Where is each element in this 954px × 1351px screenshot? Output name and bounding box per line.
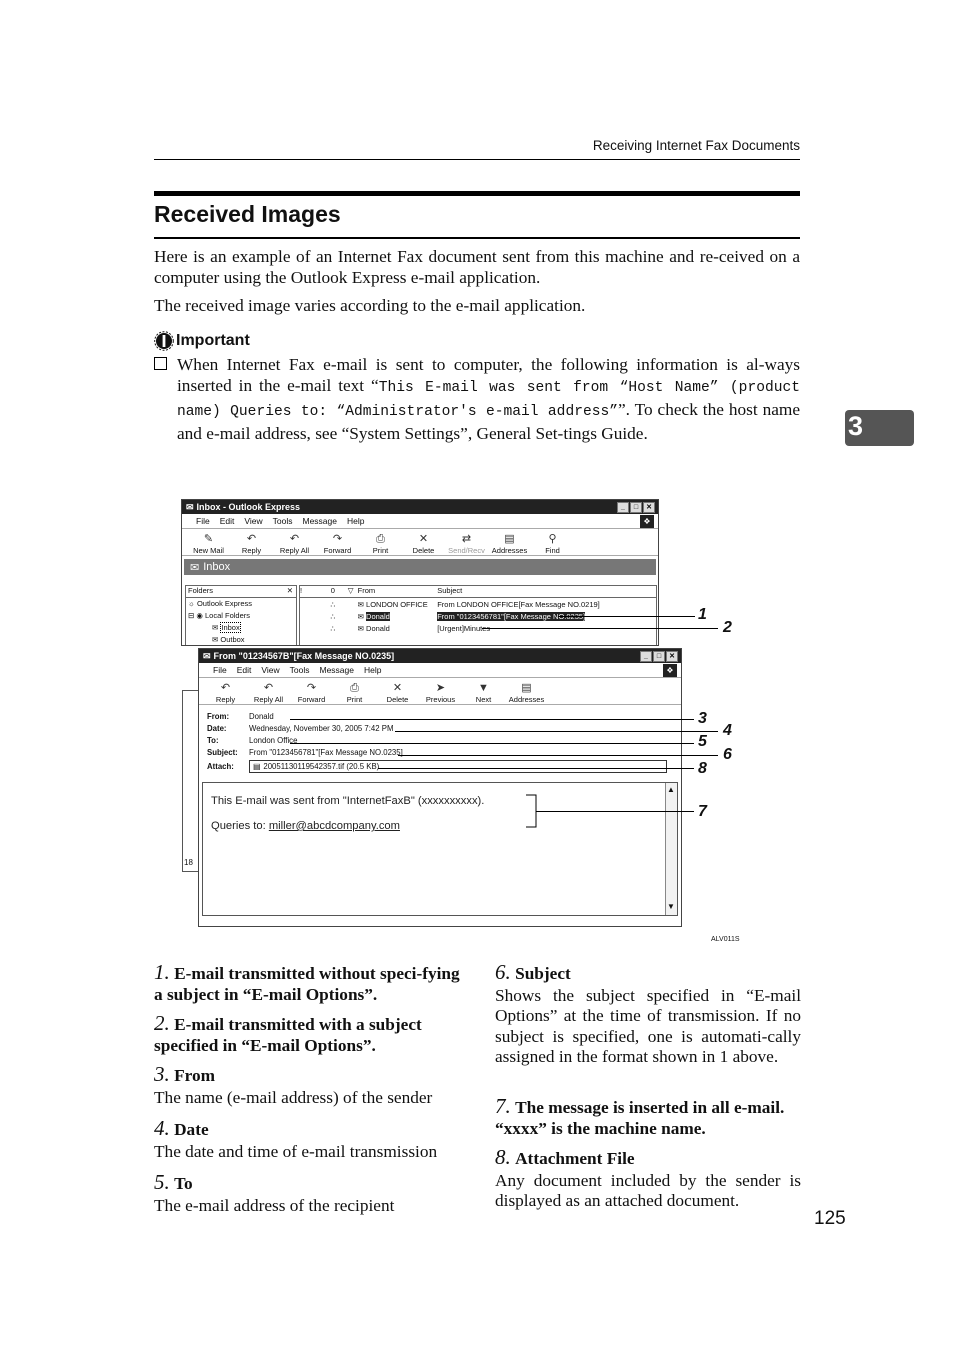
forward-button[interactable]: ↷ Forward bbox=[323, 533, 352, 555]
message-menubar bbox=[199, 663, 681, 677]
figure-code: ALV011S bbox=[711, 936, 740, 943]
menu-edit[interactable]: Edit bbox=[219, 516, 235, 526]
item-4: 4. Date bbox=[154, 1116, 209, 1140]
header-rule bbox=[154, 159, 800, 160]
message-row-selected[interactable]: ∴ ✉ Donald From "0123456781"[Fax Message NO.0235] bbox=[300, 610, 656, 622]
flag-col-icon[interactable]: ▽ bbox=[347, 586, 354, 595]
new-mail-icon: ✎ bbox=[203, 533, 214, 545]
callout-line-3 bbox=[290, 719, 694, 720]
item-3-desc: The name (e-mail address) of the sender bbox=[154, 1088, 433, 1107]
callout-line-1 bbox=[558, 616, 695, 617]
field-subject: Subject: From "0123456781"[Fax Message NO.0235] bbox=[207, 747, 403, 757]
delete-icon: ✕ bbox=[418, 533, 429, 545]
next-button[interactable]: ▼ Next bbox=[475, 682, 492, 704]
close-pane-icon[interactable]: ✕ bbox=[286, 586, 293, 595]
item-8-desc: Any document included by the sender is displayed as an attached document. bbox=[495, 1171, 801, 1211]
message-toolbar bbox=[199, 677, 681, 705]
send-recv-button[interactable]: ⇄ Send/Recv bbox=[448, 533, 485, 555]
find-icon: ⚲ bbox=[548, 533, 557, 545]
item-2: 2. E-mail transmitted with a subject specified in “E-mail Options”. bbox=[154, 1011, 422, 1055]
message-window-icon: ✉ bbox=[203, 650, 211, 661]
menu-file[interactable]: File bbox=[213, 665, 227, 675]
folder-inbox[interactable]: ✉ Inbox bbox=[212, 623, 240, 632]
menu-file[interactable]: File bbox=[196, 516, 210, 526]
window-controls bbox=[640, 651, 678, 662]
reply-icon: ↶ bbox=[220, 682, 231, 694]
print-icon: ⎙ bbox=[376, 533, 385, 545]
outlook-title: Inbox - Outlook Express bbox=[196, 502, 301, 512]
item-6-desc: Shows the subject specified in “E-mail Options” at the time of transmission. If no subject is specified, one is automati-cally assigned in the format shown in 1 above. bbox=[495, 986, 801, 1066]
outlook-app-icon: ✉ bbox=[186, 501, 194, 512]
checkbox-bullet-icon bbox=[154, 357, 167, 370]
close-icon[interactable]: ✕ bbox=[643, 502, 655, 513]
reply-all-icon: ↶ bbox=[289, 533, 300, 545]
body-line-queries: Queries to: miller@abcdcompany.com bbox=[211, 820, 400, 832]
previous-icon: ➤ bbox=[435, 682, 446, 694]
message-row[interactable]: ∴ ✉ Donald [Urgent]Minutes bbox=[300, 622, 656, 634]
important-code: This E-mail was sent from “Host Name” (product name) Queries to: “Administrator's e-mail address” bbox=[177, 380, 800, 420]
item-1: 1. E-mail transmitted without speci-fying a subject in “E-mail Options”. bbox=[154, 960, 460, 1004]
previous-button[interactable]: ➤ Previous bbox=[425, 682, 456, 704]
paperclip-icon: ∴ bbox=[330, 599, 336, 609]
title-rule-bottom bbox=[154, 237, 800, 239]
callout-5: 5 bbox=[698, 733, 707, 750]
minimize-icon[interactable]: _ bbox=[640, 651, 652, 662]
folder-local-folders[interactable]: ⊟ ◉ Local Folders bbox=[188, 611, 251, 620]
col-subject[interactable]: Subject bbox=[437, 586, 463, 595]
intro-paragraph-1: Here is an example of an Internet Fax document sent from this machine and re-ceived on a computer using the Outlook Express e-mail application. bbox=[154, 247, 800, 287]
addresses-button[interactable]: ▤ Addresses bbox=[508, 682, 545, 704]
message-title-bar bbox=[199, 649, 681, 663]
inbox-band: ✉ Inbox bbox=[184, 559, 656, 575]
item-6: 6. Subject bbox=[495, 960, 571, 984]
minimize-icon[interactable]: _ bbox=[617, 502, 629, 513]
col-from[interactable]: From bbox=[357, 586, 376, 595]
message-body[interactable] bbox=[202, 782, 678, 916]
paperclip-icon: ∴ bbox=[330, 611, 336, 621]
address-book-icon: ▤ bbox=[504, 533, 515, 545]
delete-button[interactable]: ✕ Delete bbox=[386, 682, 409, 704]
callout-2: 2 bbox=[723, 619, 732, 636]
outlook-toolbar bbox=[182, 528, 658, 556]
new-mail-button[interactable]: ✎ New Mail bbox=[193, 533, 224, 555]
field-to: To: London Office bbox=[207, 735, 298, 745]
close-icon[interactable]: ✕ bbox=[666, 651, 678, 662]
next-icon: ▼ bbox=[478, 682, 489, 694]
maximize-icon[interactable]: □ bbox=[653, 651, 665, 662]
item-7: 7. The message is inserted in all e-mail. “xxxx” is the machine name. bbox=[495, 1094, 785, 1138]
chapter-tab: 3 bbox=[845, 410, 914, 446]
callout-8: 8 bbox=[698, 760, 707, 777]
callout-4: 4 bbox=[723, 722, 732, 739]
addresses-button[interactable]: ▤ Addresses bbox=[491, 533, 528, 555]
forward-button[interactable]: ↷ Forward bbox=[297, 682, 326, 704]
message-window bbox=[198, 648, 682, 927]
inbox-icon: ✉ bbox=[190, 561, 200, 574]
callout-line-6 bbox=[398, 755, 718, 756]
callout-line-2 bbox=[482, 628, 718, 629]
message-list-header: ! 0 ▽ From Subject bbox=[300, 586, 656, 598]
find-button[interactable]: ⚲ Find bbox=[545, 533, 560, 555]
field-from: From: Donald bbox=[207, 711, 274, 721]
delete-button[interactable]: ✕ Delete bbox=[412, 533, 435, 555]
item-3: 3. From bbox=[154, 1062, 216, 1086]
folder-outlook-express[interactable]: ☼ Outlook Express bbox=[188, 599, 252, 608]
menu-message[interactable]: Message bbox=[302, 516, 337, 526]
menu-tools[interactable]: Tools bbox=[272, 516, 293, 526]
print-button[interactable]: ⎙ Print bbox=[346, 682, 363, 704]
windows-logo-icon: ❖ bbox=[663, 664, 677, 677]
menu-view[interactable]: View bbox=[244, 516, 263, 526]
menu-help[interactable]: Help bbox=[346, 516, 365, 526]
field-date: Date: Wednesday, November 30, 2005 7:42 PM bbox=[207, 723, 394, 733]
callout-1: 1 bbox=[698, 606, 707, 623]
scroll-up-icon[interactable]: ▲ bbox=[667, 785, 675, 794]
folder-outbox[interactable]: ✉ Outbox bbox=[212, 635, 245, 644]
important-text: When Internet Fax e-mail is sent to computer, the following information is al-ways inserted in the e-mail text “This E-mail was sent from “Host Name” (product name) Queries to: “Administrator's e-mail address””. To check the host name and e-mail address, see “System Settings”, General Set-tings Guide. bbox=[177, 355, 801, 443]
callout-line-5 bbox=[290, 743, 694, 744]
callout-3: 3 bbox=[698, 710, 707, 727]
message-row[interactable]: ∴ ✉ LONDON OFFICE From LONDON OFFICE[Fax Message NO.0219] bbox=[300, 598, 656, 610]
callout-6: 6 bbox=[723, 746, 732, 763]
reply-all-icon: ↶ bbox=[263, 682, 274, 694]
folder-pane bbox=[185, 585, 297, 646]
reply-icon: ↶ bbox=[246, 533, 257, 545]
window-controls bbox=[617, 502, 655, 513]
address-book-icon: ▤ bbox=[521, 682, 532, 694]
print-button[interactable]: ⎙ Print bbox=[372, 533, 389, 555]
windows-logo-icon: ❖ bbox=[640, 515, 654, 528]
send-recv-icon: ⇄ bbox=[461, 533, 472, 545]
paperclip-icon: ∴ bbox=[330, 623, 336, 633]
message-title: From "01234567B"[Fax Message NO.0235] bbox=[213, 651, 395, 661]
reply-all-button[interactable]: ↶ Reply All bbox=[253, 682, 284, 704]
menu-message[interactable]: Message bbox=[319, 665, 354, 675]
outlook-menubar bbox=[182, 514, 658, 528]
maximize-icon[interactable]: □ bbox=[630, 502, 642, 513]
admin-email-link[interactable]: miller@abcdcompany.com bbox=[268, 820, 400, 832]
callout-7: 7 bbox=[698, 803, 707, 820]
menu-edit[interactable]: Edit bbox=[236, 665, 252, 675]
running-header: Receiving Internet Fax Documents bbox=[592, 138, 800, 153]
attachment-file-icon: ▤ bbox=[253, 761, 261, 771]
section-title: Received Images bbox=[154, 201, 341, 227]
vertical-scrollbar[interactable] bbox=[665, 783, 677, 915]
important-icon bbox=[154, 331, 174, 351]
forward-icon: ↷ bbox=[306, 682, 317, 694]
item-8: 8. Attachment File bbox=[495, 1145, 635, 1169]
attachment-file[interactable]: ▤ 20051130119542357.tif (20.5 KB) bbox=[249, 760, 667, 773]
reply-button[interactable]: ↶ Reply bbox=[241, 533, 262, 555]
outlook-title-bar bbox=[182, 500, 658, 514]
field-attach: Attach: ▤ 20051130119542357.tif (20.5 KB) bbox=[207, 760, 681, 772]
callout-line-4 bbox=[395, 731, 718, 732]
important-label: Important bbox=[176, 332, 250, 349]
item-5: 5. To bbox=[154, 1170, 193, 1194]
delete-icon: ✕ bbox=[392, 682, 403, 694]
item-5-desc: The e-mail address of the recipient bbox=[154, 1196, 395, 1215]
body-line-sender: This E-mail was sent from "InternetFaxB" (xxxxxxxxxx). bbox=[211, 795, 485, 807]
title-rule-top bbox=[154, 191, 800, 196]
menu-view[interactable]: View bbox=[261, 665, 280, 675]
background-window-fragment: 18 bbox=[182, 690, 200, 872]
callout-line-8 bbox=[378, 768, 694, 769]
reply-all-button[interactable]: ↶ Reply All bbox=[279, 533, 310, 555]
menu-help[interactable]: Help bbox=[363, 665, 382, 675]
callout-line-7 bbox=[536, 811, 694, 812]
item-4-desc: The date and time of e-mail transmission bbox=[154, 1142, 438, 1161]
print-icon: ⎙ bbox=[350, 682, 359, 694]
outlook-main-window bbox=[181, 499, 659, 646]
attachment-col-icon[interactable]: 0 bbox=[330, 586, 335, 595]
forward-icon: ↷ bbox=[332, 533, 343, 545]
folder-pane-header: Folders ✕ bbox=[186, 586, 296, 598]
important-heading bbox=[154, 331, 250, 351]
scroll-down-icon[interactable]: ▼ bbox=[667, 902, 675, 911]
page-number: 125 bbox=[814, 1208, 846, 1229]
menu-tools[interactable]: Tools bbox=[289, 665, 310, 675]
reply-button[interactable]: ↶ Reply bbox=[215, 682, 236, 704]
intro-paragraph-2: The received image varies according to the e-mail application. bbox=[154, 296, 586, 315]
